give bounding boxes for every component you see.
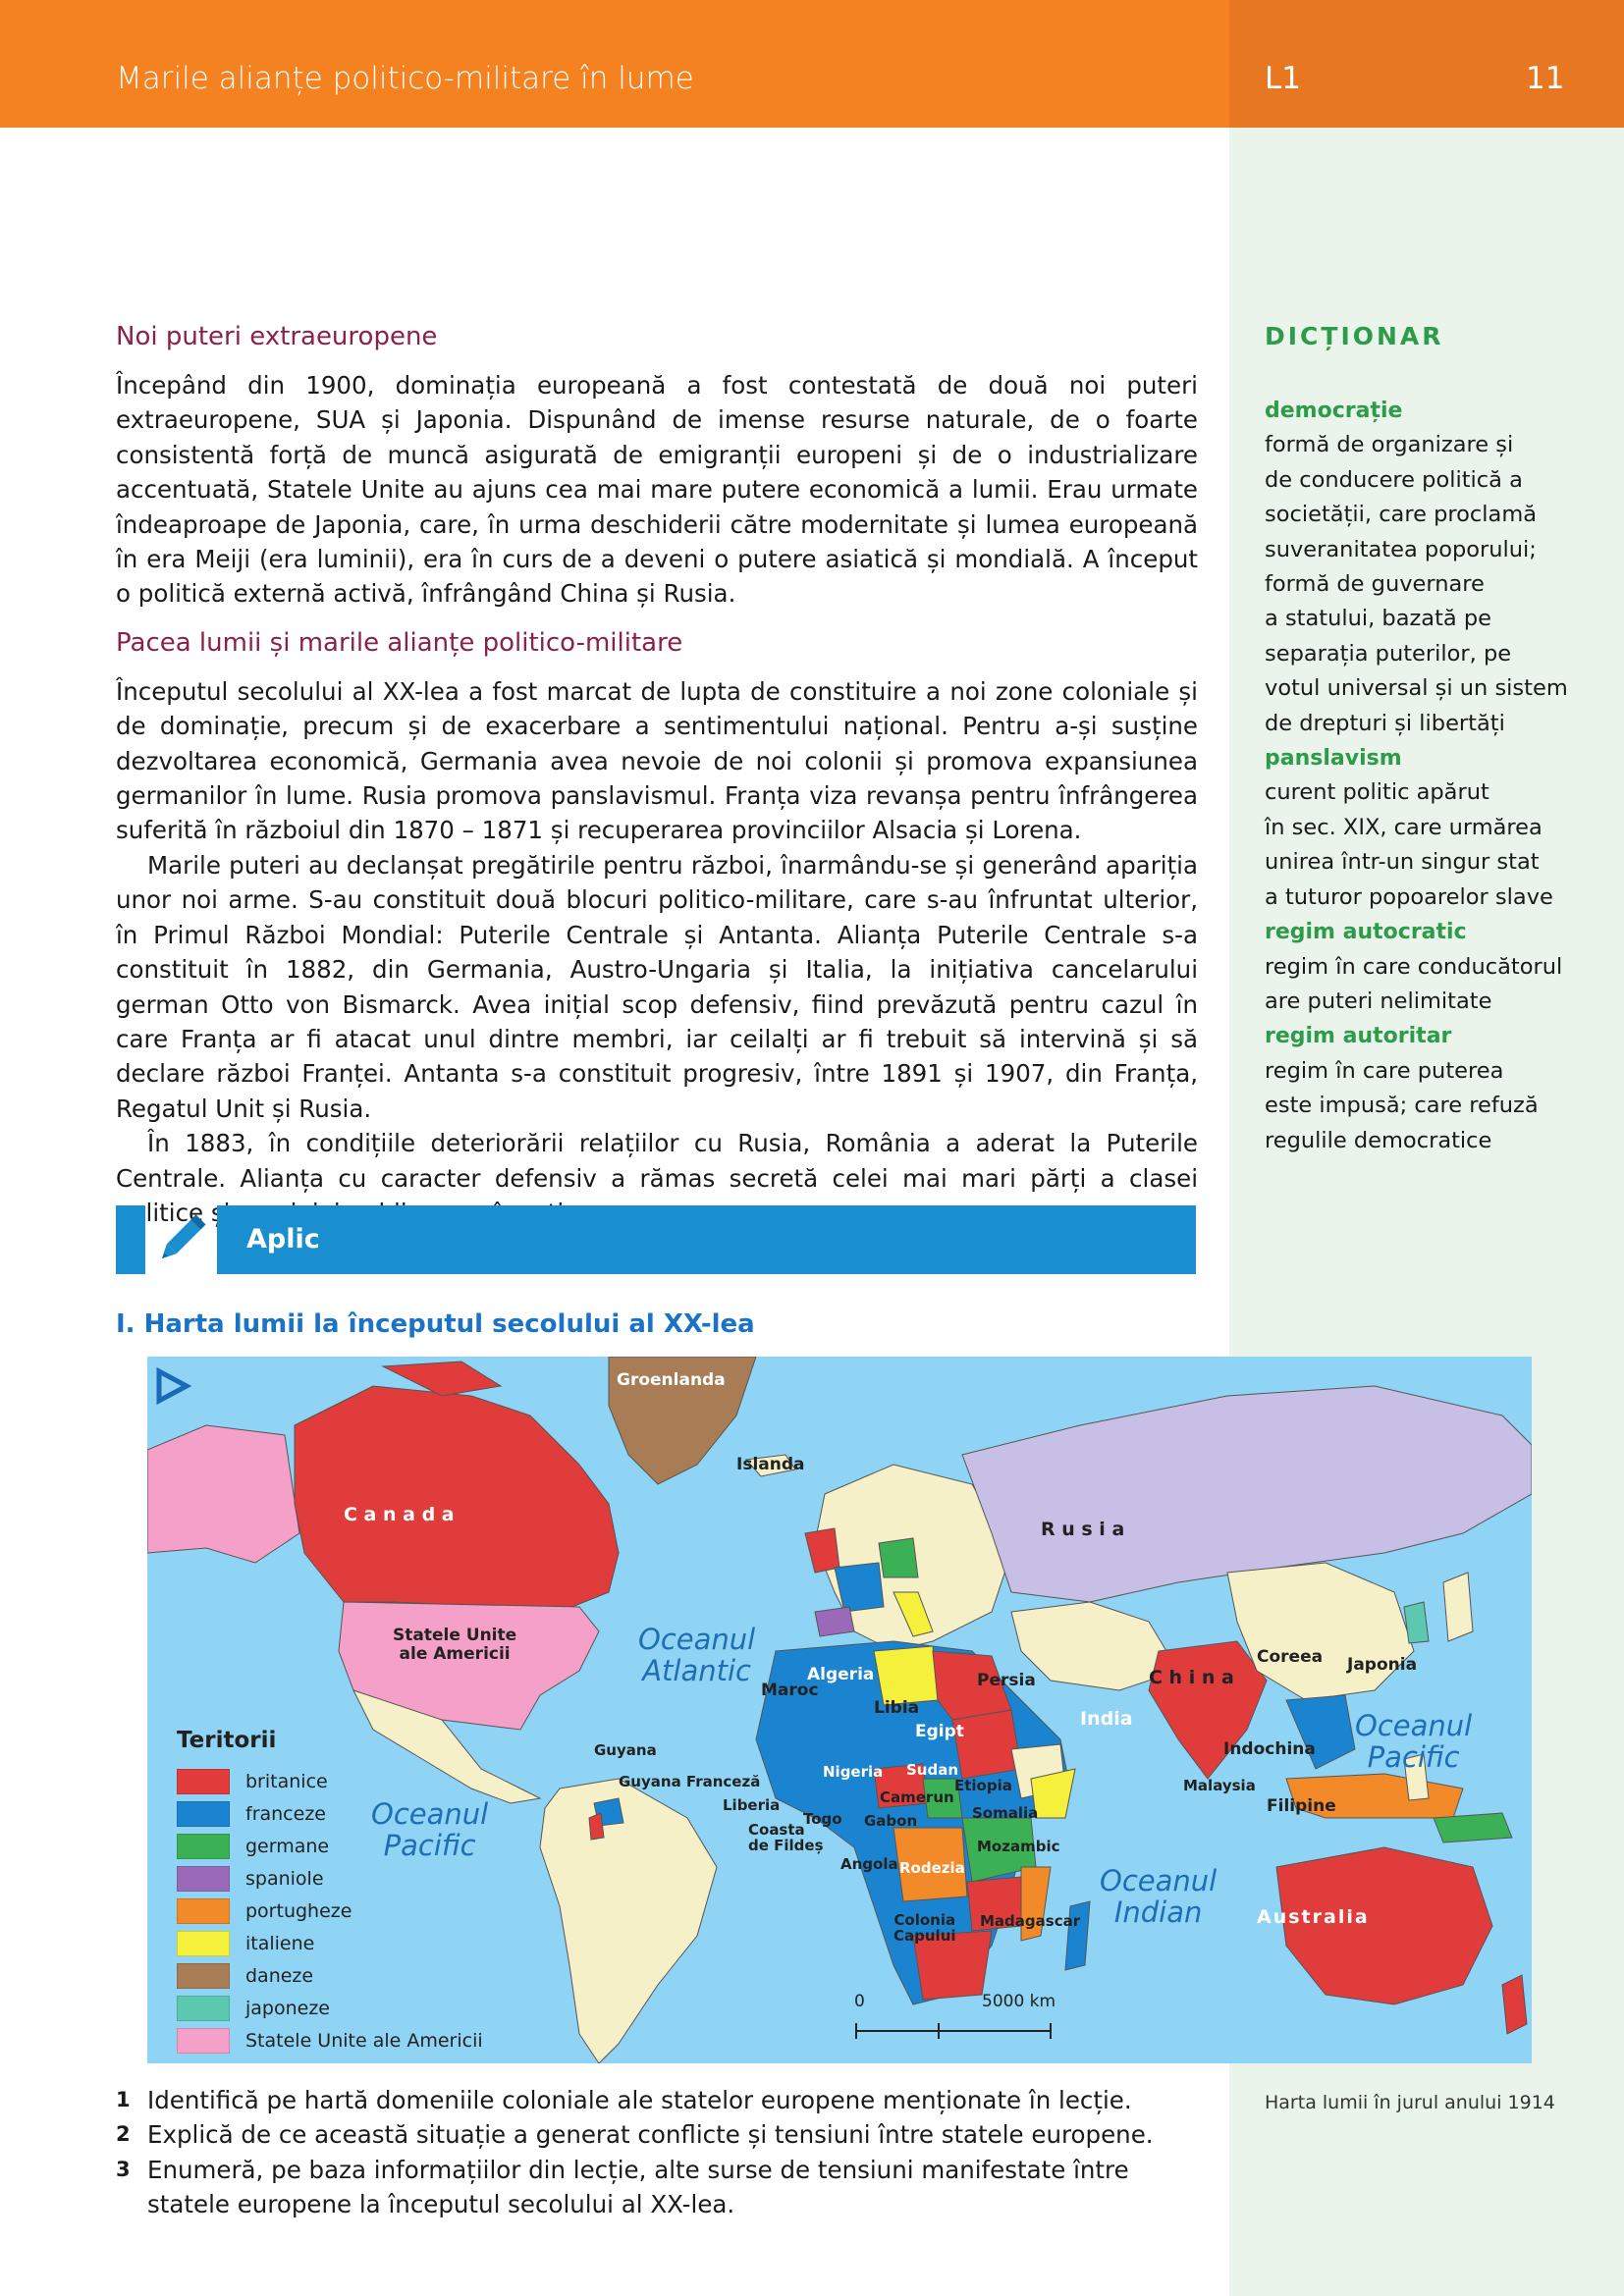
dictionary-definition: regim în care conducătorul are puteri nelimitate (1265, 953, 1563, 1014)
map-label-coasta-de-fildes: Coasta de Fildeș (748, 1821, 824, 1854)
aplic-label: Aplic (246, 1224, 320, 1255)
paragraph: Marile puteri au declanșat pregătirile pentru război, înarmându-se și generând apariția unor noi arme. S-au constituit două blocuri politico-militare, care s-au înfruntat ulterior, în Primul Război Mondial: Puterile Centrale și Antanta. Alianța Puterile Centrale s-a constituit în 1882, din Germania, Austro-Ungaria și Italia, la inițiativa cancelarului german Otto von Bismarck. Avea inițial scop defensiv, fiind prevăzută pentru cazul în care Franța ar fi atacat unul dintre membri, iar ceilalți ar fi trebuit să intervină și să declare război Franței. Antanta s-a constituit progresiv, între 1891 și 1907, din Franța, Regatul Unit și Rusia. (116, 850, 1198, 1123)
legend-swatch (177, 1963, 230, 1989)
legend-item: britanice (177, 1765, 483, 1797)
legend-swatch (177, 1866, 230, 1892)
map-label-guyana: Guyana (594, 1741, 657, 1759)
map-label-algeria: Algeria (807, 1665, 875, 1684)
map-label-japonia: Japonia (1347, 1655, 1418, 1675)
map-section-title: I. Harta lumii la începutul secolului al XX-lea (116, 1309, 755, 1339)
map-label-groenlanda: Groenlanda (617, 1370, 726, 1390)
map-label-coreea: Coreea (1257, 1647, 1324, 1667)
play-icon (159, 1371, 187, 1401)
map-label-indian: Oceanul Indian (1100, 1864, 1218, 1929)
dictionary-definition: formă de organizare și de conducere politică a societății, care proclamă suveranitatea poporului; formă de guvernare a statului, bazată pe separația puterilor, pe votul universal și un sistem de drepturi și libertăți (1265, 432, 1568, 736)
map-label-australia: Australia (1257, 1906, 1370, 1928)
dictionary-term: panslavism (1265, 746, 1402, 772)
legend-swatch (177, 1769, 230, 1794)
map-label-sudan: Sudan (906, 1761, 959, 1779)
map-label-pacific-east: Oceanul Pacific (1355, 1709, 1473, 1774)
page-number: 11 (1526, 61, 1565, 96)
map-label-sua: Statele Unite ale Americii (393, 1626, 517, 1664)
main-content (116, 319, 1198, 1230)
map-label-angola: Angola (840, 1855, 898, 1873)
legend-swatch (177, 1898, 230, 1924)
map-label-liberia: Liberia (723, 1796, 781, 1814)
map-label-madagascar: Madagascar (980, 1912, 1081, 1930)
question-item: 3 Enumeră, pe baza informațiilor din lecție, alte surse de tensiuni manifestate între statele europene la începutul secolului al XX-lea. (116, 2155, 1129, 2219)
legend-item: portugheze (177, 1895, 483, 1927)
chapter-title: Marile alianțe politico-militare în lume (116, 61, 694, 96)
legend-swatch (177, 1931, 230, 1956)
paragraph: În 1883, în condițiile deteriorării relațiilor cu Rusia, România a aderat la Puterile Centrale. Alianța cu caracter defensiv a rămas secretă celei mai mari părți a clasei politice (116, 1129, 1198, 1227)
dictionary-term: regim autoritar (1265, 1024, 1452, 1049)
legend-item: italiene (177, 1927, 483, 1959)
scale-line (854, 2019, 1060, 2049)
dictionary-panel (1265, 319, 1589, 1158)
legend-swatch (177, 2028, 230, 2054)
map-label-malaysia: Malaysia (1183, 1777, 1256, 1794)
map-label-persia: Persia (977, 1671, 1036, 1690)
legend-item: franceze (177, 1797, 483, 1830)
map-label-guyana-franceza: Guyana Franceză (619, 1773, 761, 1790)
map-label-indochina: Indochina (1223, 1739, 1316, 1759)
aplic-accent (116, 1205, 145, 1274)
map-label-colonia-capului: Colonia Capului (893, 1911, 956, 1945)
lesson-label: L1 (1265, 61, 1301, 96)
dictionary-definition: curent politic apărut în sec. XIX, care urmărea unirea într-un singur stat a tuturor popoarelor slave (1265, 779, 1553, 910)
map-label-india: India (1080, 1708, 1133, 1730)
scale-km: 5000 km (982, 1992, 1056, 2011)
legend-swatch (177, 1834, 230, 1859)
dictionary-term: democrație (1265, 399, 1403, 423)
map-label-somalia: Somalia (972, 1804, 1039, 1822)
legend-swatch (177, 1996, 230, 2021)
map-label-rodezia: Rodezia (899, 1859, 965, 1877)
question-item: 1 Identifică pe hartă domeniile coloniale ale statelor europene menționate în lecție. (116, 2086, 1132, 2114)
map-label-china: C h i n a (1149, 1667, 1234, 1688)
legend-item: germane (177, 1830, 483, 1862)
section-title-alliances: Pacea lumii și marile alianțe politico-militare (116, 627, 683, 658)
legend-item: japoneze (177, 1992, 483, 2024)
world-map (147, 1357, 1532, 2063)
scale-zero: 0 (854, 1992, 865, 2011)
map-label-gabon: Gabon (864, 1812, 918, 1830)
paragraph: Începutul secolului al XX-lea a fost marcat de lupta de constituire a noi zone coloniale și de dominație, precum și de exacerbare a sentimentului național. Pentru a-și susține dezvoltarea economică, Germania avea nevoie de noi colonii și promova expansiunea germanilor în lume. Rusia promova panslavismul. Franța viza revanșa pentru înfrângerea suferită în războiul din 1870 – 1871 și recuperarea provinciilor Alsacia și Lorena. (116, 676, 1198, 845)
map-label-etiopia: Etiopia (954, 1777, 1012, 1794)
dictionary-title: DICȚIONAR (1265, 322, 1444, 350)
map-label-rusia: R u s i a (1041, 1519, 1125, 1540)
paragraph: Începând din 1900, dominația europeană a fost contestată de două noi puteri extraeuropene, SUA și Japonia. Dispunând de imense resurse naturale, de o foarte consistentă forță de muncă asigurată de emigranții europeni și de o industrializare accentuată, Statele Unite au ajuns cea mai mare putere economică a lumii. Erau urmate îndeaproape de Japonia, care, în urma deschiderii către modernitate și lumea europeană în era Meiji (era luminii), era în curs de a deveni o putere asiatică și mondială. A început o politică externă activă, înfrângând China și Rusia. (116, 371, 1198, 609)
map-label-togo: Togo (803, 1810, 842, 1828)
map-label-maroc: Maroc (761, 1681, 819, 1700)
legend-item: Statele Unite ale Americii (177, 2024, 483, 2056)
section-title-new-powers: Noi puteri extraeuropene (116, 322, 438, 351)
map-label-nigeria: Nigeria (823, 1763, 884, 1781)
map-caption: Harta lumii în jurul anului 1914 (1265, 2092, 1555, 2113)
aplic-title-bar (217, 1205, 1196, 1274)
dictionary-definition: regim în care puterea este impusă; care refuză regulile democratice (1265, 1057, 1539, 1153)
map-label-mozambic: Mozambic (977, 1838, 1060, 1855)
pencil-icon (151, 1209, 210, 1270)
map-label-egipt: Egipt (915, 1722, 964, 1741)
dictionary-term: regim autocratic (1265, 920, 1467, 945)
exercise-questions (116, 2083, 1206, 2222)
map-label-islanda: Islanda (736, 1455, 805, 1474)
question-item: 2 Explică de ce această situație a generat conflicte și tensiuni între statele europene. (116, 2120, 1154, 2150)
map-label-canada: C a n a d a (344, 1504, 455, 1525)
map-scale-bar (854, 1992, 1060, 2047)
map-label-libia: Libia (874, 1698, 920, 1718)
map-label-filipine: Filipine (1267, 1796, 1336, 1816)
legend-item: daneze (177, 1959, 483, 1992)
legend-item: spaniole (177, 1862, 483, 1895)
legend-swatch (177, 1801, 230, 1827)
aplic-banner (116, 1205, 1196, 1274)
map-label-camerun: Camerun (880, 1789, 954, 1806)
map-label-pacific-west: Oceanul Pacific (371, 1797, 489, 1862)
legend-title: Teritorii (177, 1728, 277, 1753)
map-label-atlantic: Oceanul Atlantic (638, 1623, 756, 1687)
map-legend (177, 1728, 483, 2056)
